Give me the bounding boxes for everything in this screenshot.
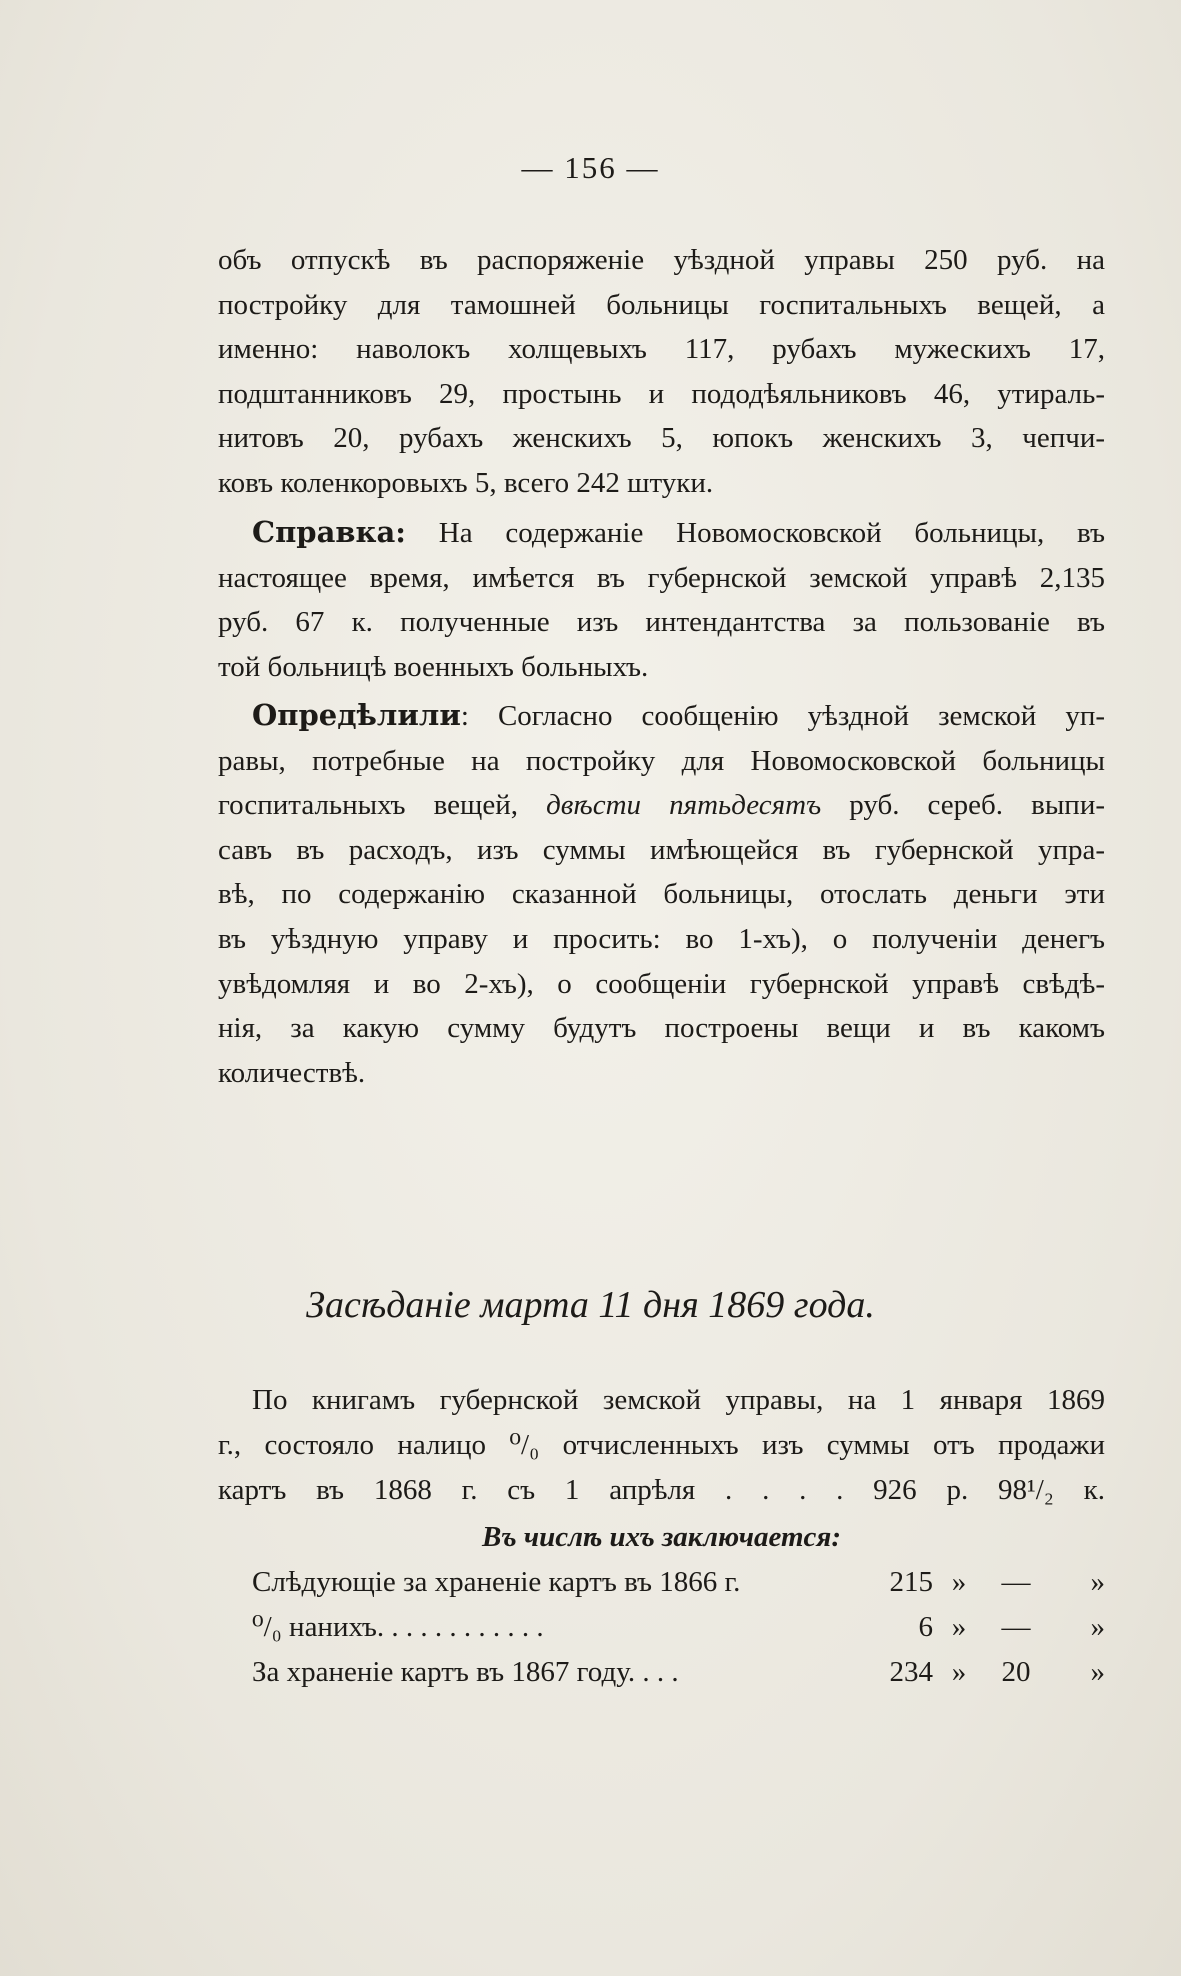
row-mark: »	[951, 1656, 967, 1688]
row-label: За храненіе картъ въ 1867 году. . . .	[252, 1656, 679, 1688]
text-span: : Согласно сообщенію уѣздной земской уп-	[460, 700, 1105, 732]
ledger-row	[218, 1560, 1105, 1605]
page-number: — 156 —	[521, 150, 660, 185]
reference-label: Справка:	[252, 515, 406, 549]
paragraph-resolution	[218, 693, 1105, 1095]
row-label: ⁰/₀ нанихъ. . . . . . . . . . . .	[252, 1611, 544, 1643]
ledger-row	[218, 1650, 1105, 1695]
row-mark: »	[1090, 1611, 1105, 1643]
row-label: Слѣдующіе за храненіе картъ въ 1866 г.	[252, 1566, 741, 1598]
text-line: объ отпускѣ въ распоряженіе уѣздной управы 250 руб. на	[218, 244, 1105, 276]
text-line: нія, за какую сумму будутъ построены вещи и въ какомъ	[218, 1012, 1105, 1045]
text-line: ковъ коленкоровыхъ 5, всего 242 штуки.	[218, 466, 714, 499]
text-line	[218, 783, 1105, 828]
text-line	[218, 510, 1105, 556]
ledger-row	[218, 1605, 1105, 1650]
row-rubles: 234	[889, 1656, 933, 1688]
text-line	[218, 693, 1105, 739]
row-kopecks: 20	[1001, 1656, 1031, 1688]
text-line: савъ въ расходъ, изъ суммы имѣющейся въ губернской упра-	[218, 833, 1105, 866]
text-line: количествѣ.	[218, 1056, 366, 1089]
text-line: руб. 67 к. полученные изъ интендантства за пользованіе въ	[218, 606, 1105, 639]
text-line: именно: наволокъ холщевыхъ 117, рубахъ мужескихъ 17,	[218, 333, 1105, 366]
row-mark: »	[951, 1566, 967, 1598]
row-rubles: 215	[889, 1566, 933, 1598]
row-mark: »	[1090, 1656, 1105, 1688]
text-span: госпитальныхъ вещей,	[218, 789, 547, 822]
text-line: увѣдомляя и во 2-хъ), о сообщеніи губернской управѣ свѣдѣ-	[218, 967, 1105, 1000]
row-mark: »	[1090, 1566, 1105, 1598]
row-kopecks: —	[1001, 1611, 1031, 1643]
text-line: постройку для тамошней больницы госпитальныхъ вещей, а	[218, 288, 1105, 321]
text-line: подштанниковъ 29, простынь и пододѣяльниковъ 46, утираль-	[218, 377, 1105, 410]
text-line: По книгамъ губернской земской управы, на 1 января 1869	[252, 1384, 1105, 1416]
paragraph-reference	[218, 510, 1105, 689]
text-line: нитовъ 20, рубахъ женскихъ 5, юпокъ женскихъ 3, чепчи-	[218, 422, 1105, 455]
text-line: вѣ, по содержанію сказанной больницы, отослать деньги эти	[218, 878, 1105, 911]
row-rubles: 6	[918, 1611, 933, 1643]
text-line: въ уѣздную управу и просить: во 1-хъ), о полученіи денегъ	[218, 922, 1105, 955]
row-mark: »	[951, 1611, 967, 1643]
text-span: руб. сереб. выпи-	[821, 789, 1106, 822]
paragraph-order	[218, 238, 1105, 506]
resolution-label: Опредѣлили	[252, 698, 461, 732]
section-heading: Засѣданіе марта 11 дня 1869 года.	[306, 1284, 875, 1326]
text-line: настоящее время, имѣется въ губернской земской управѣ 2,135	[218, 561, 1105, 594]
text-line: г., состояло налицо ⁰/₀ отчисленныхъ изъ суммы отъ продажи	[218, 1429, 1105, 1461]
row-kopecks: —	[1001, 1566, 1031, 1598]
text-line: равы, потребные на постройку для Новомосковской больницы	[218, 744, 1105, 777]
text-span: На содержаніе Новомосковской больницы, въ	[438, 517, 1106, 549]
ledger-subheading: Въ числѣ ихъ заключается:	[481, 1521, 841, 1553]
ledger-block	[218, 1378, 1105, 1695]
italic-amount: двѣсти пятьдесятъ	[546, 789, 822, 822]
text-line: картъ въ 1868 г. съ 1 апрѣля . . . . 926 р. 98¹/₂ к.	[218, 1474, 1105, 1506]
text-line: той больницѣ военныхъ больныхъ.	[218, 650, 649, 683]
